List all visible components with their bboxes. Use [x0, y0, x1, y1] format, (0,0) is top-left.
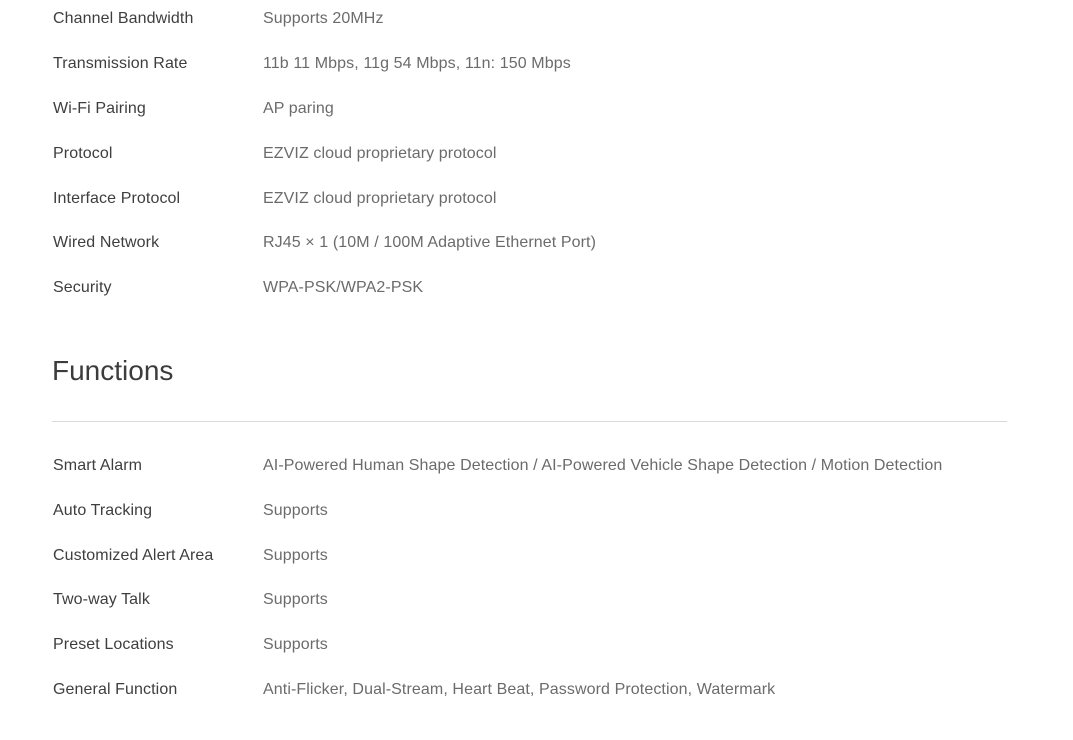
- functions-section-heading: Functions: [52, 354, 174, 386]
- spec-row: [53, 533, 1053, 578]
- spec-label: Security: [53, 279, 112, 297]
- spec-label: Auto Tracking: [53, 501, 153, 519]
- spec-row: [53, 221, 1053, 266]
- spec-row: [53, 488, 1053, 533]
- spec-value: AP paring: [263, 99, 334, 117]
- spec-value: Supports: [263, 636, 328, 654]
- spec-row: [53, 578, 1053, 623]
- spec-label: Wi-Fi Pairing: [53, 99, 146, 117]
- spec-value: Supports: [263, 501, 328, 519]
- spec-label: Preset Locations: [53, 636, 174, 654]
- spec-label: Protocol: [53, 144, 113, 162]
- section-divider: [52, 421, 1007, 422]
- spec-row: [53, 0, 1053, 42]
- spec-label: Smart Alarm: [53, 456, 143, 474]
- spec-value: Supports: [263, 546, 328, 564]
- spec-row: [53, 42, 1053, 87]
- spec-value: Anti-Flicker, Dual-Stream, Heart Beat, Password Protection, Watermark: [263, 680, 776, 698]
- spec-row: [53, 131, 1053, 176]
- spec-row: [53, 176, 1053, 221]
- spec-value: Supports: [263, 591, 328, 609]
- spec-row: [53, 444, 1053, 489]
- spec-value: RJ45 × 1 (10M / 100M Adaptive Ethernet Port): [263, 234, 597, 252]
- spec-row: [53, 87, 1053, 132]
- spec-row: [53, 668, 1053, 713]
- spec-label: Wired Network: [53, 234, 160, 252]
- spec-label: Customized Alert Area: [53, 546, 214, 564]
- spec-value: 11b 11 Mbps, 11g 54 Mbps, 11n: 150 Mbps: [263, 55, 571, 73]
- network-spec-table: [53, 0, 1053, 311]
- spec-label: General Function: [53, 680, 178, 698]
- spec-label: Interface Protocol: [53, 189, 181, 207]
- spec-value: EZVIZ cloud proprietary protocol: [263, 189, 497, 207]
- spec-label: Channel Bandwidth: [53, 10, 194, 28]
- spec-row: [53, 623, 1053, 668]
- spec-label: Transmission Rate: [53, 55, 188, 73]
- spec-value: Supports 20MHz: [263, 10, 384, 28]
- spec-value: WPA-PSK/WPA2-PSK: [263, 279, 424, 297]
- spec-label: Two-way Talk: [53, 591, 150, 609]
- spec-value: EZVIZ cloud proprietary protocol: [263, 144, 497, 162]
- functions-spec-table: [53, 444, 1053, 713]
- spec-row: [53, 266, 1053, 311]
- spec-value: AI-Powered Human Shape Detection / AI-Powered Vehicle Shape Detection / Motion Detection: [263, 456, 943, 474]
